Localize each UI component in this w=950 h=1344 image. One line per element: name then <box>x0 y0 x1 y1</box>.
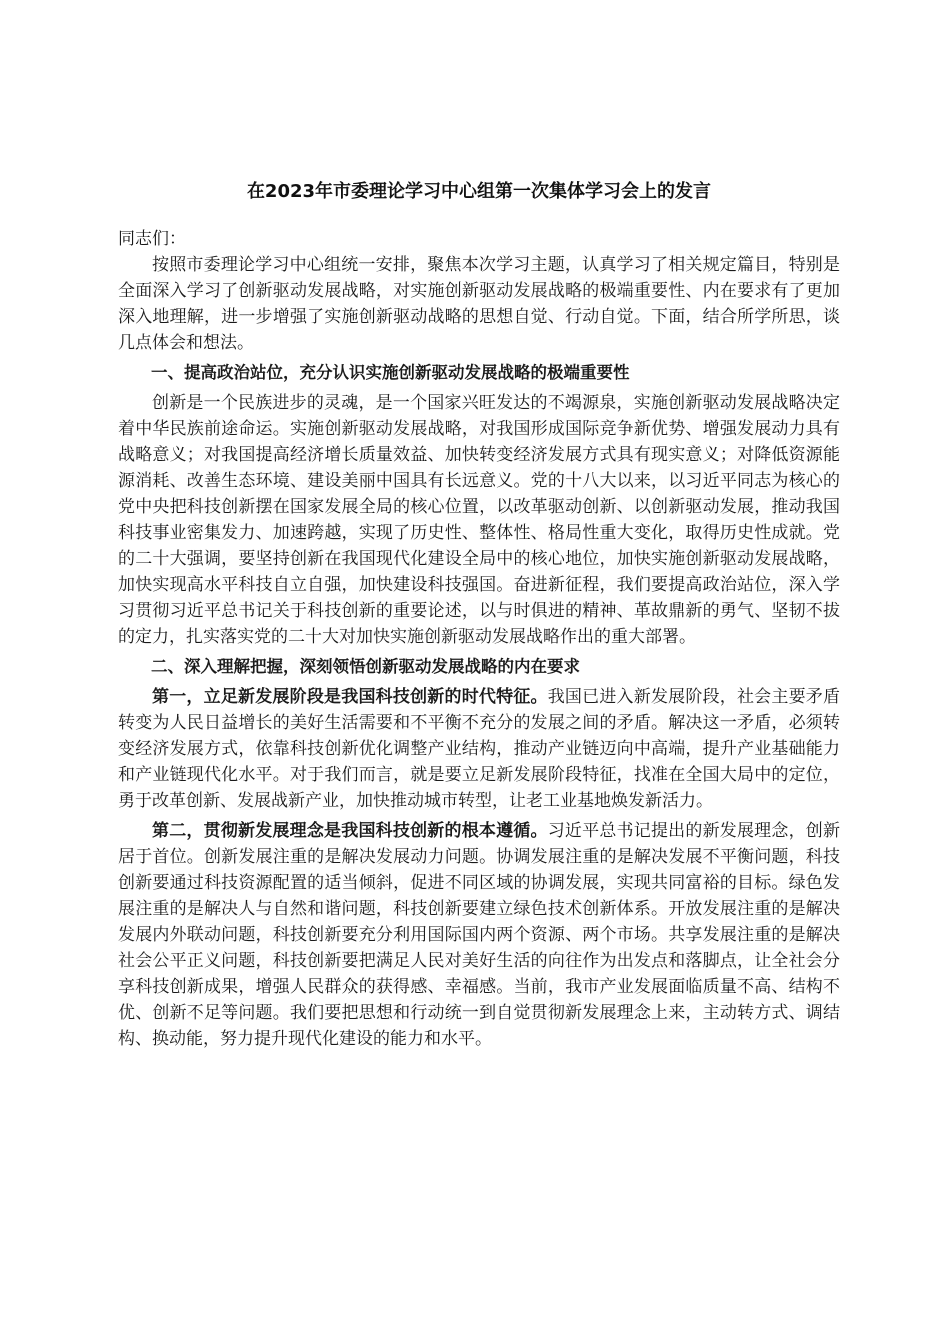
section-2-heading: 二、深入理解把握，深刻领悟创新驱动发展战略的内在要求 <box>151 657 580 676</box>
document-page <box>118 178 840 1052</box>
point-2-body: 习近平总书记提出的新发展理念，创新居于首位。创新发展注重的是解决发展动力问题。协调发展注重的是解决发展不平衡问题，科技创新要通过科技资源配置的适当倾斜，促进不同区域的协调发展，实现共同富裕的目标。绿色发展注重的是解决人与自然和谐问题，科技创新要建立绿色技术创新体系。开放发展注重的是解决发展内外联动问题，科技创新要充分利用国际国内两个资源、两个市场。共享发展注重的是解决社会公平正义问题，科技创新要把满足人民对美好生活的向往作为出发点和落脚点，让全社会分享科技创新成果，增强人民群众的获得感、幸福感。当前，我市产业发展面临质量不高、结构不优、创新不足等问题。我们要把思想和行动统一到自觉贯彻新发展理念上来，主动转方式、调结构、换动能，努力提升现代化建设的能力和水平。 <box>118 821 841 1049</box>
document-title: 在2023年市委理论学习中心组第一次集体学习会上的发言 <box>246 181 712 202</box>
section-1-heading: 一、提高政治站位，充分认识实施创新驱动发展战略的极端重要性 <box>151 363 630 382</box>
point-1-lead: 第一，立足新发展阶段是我国科技创新的时代特征。 <box>152 687 548 707</box>
section-2-point-2 <box>118 818 840 1052</box>
point-1-body: 我国已进入新发展阶段，社会主要矛盾转变为人民日益增长的美好生活需要和不平衡不充分的发展之间的矛盾。解决这一矛盾，必须转变经济发展方式，依靠科技创新优化调整产业结构，推动产业链迈向中高端，提升产业基础能力和产业链现代化水平。对于我们而言，就是要立足新发展阶段特征，找准在全国大局中的定位，勇于改革创新、发展战新产业，加快推动城市转型，让老工业基地焕发新活力。 <box>118 687 841 811</box>
section-2-point-1 <box>118 684 840 814</box>
point-2-lead: 第二，贯彻新发展理念是我国科技创新的根本遵循。 <box>152 821 548 841</box>
salutation: 同志们： <box>118 229 186 249</box>
intro-paragraph: 按照市委理论学习中心组统一安排，聚焦本次学习主题，认真学习了相关规定篇目，特别是全面深入学习了创新驱动发展战略，对实施创新驱动发展战略的极端重要性、内在要求有了更加深入地理解，进一步增强了实施创新驱动战略的思想自觉、行动自觉。下面，结合所学所思，谈几点体会和想法。 <box>118 255 840 353</box>
section-1-body: 创新是一个民族进步的灵魂，是一个国家兴旺发达的不竭源泉，实施创新驱动发展战略决定着中华民族前途命运。实施创新驱动发展战略，对我国形成国际竞争新优势、增强发展动力具有战略意义；对我国提高经济增长质量效益、加快转变经济发展方式具有现实意义；对降低资源能源消耗、改善生态环境、建设美丽中国具有长远意义。党的十八大以来，以习近平同志为核心的党中央把科技创新摆在国家发展全局的核心位置，以改革驱动创新、以创新驱动发展，推动我国科技事业密集发力、加速跨越，实现了历史性、整体性、格局性重大变化，取得历史性成就。党的二十大强调，要坚持创新在我国现代化建设全局中的核心地位，加快实施创新驱动发展战略，加快实现高水平科技自立自强，加快建设科技强国。奋进新征程，我们要提高政治站位，深入学习贯彻习近平总书记关于科技创新的重要论述，以与时俱进的精神、革故鼎新的勇气、坚韧不拔的定力，扎实落实党的二十大对加快实施创新驱动发展战略作出的重大部署。 <box>118 393 840 647</box>
